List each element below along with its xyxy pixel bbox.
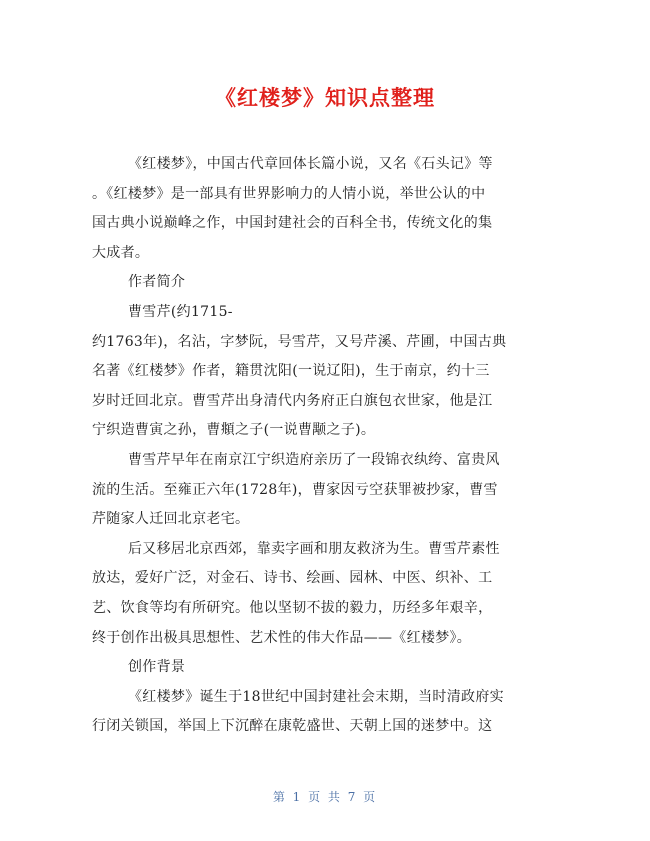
page-number-footer: 第 1 页 共 7 页 <box>272 790 378 804</box>
text-line: 约1763年)，名沾，字梦阮，号雪芹，又号芹溪、芹圃，中国古典 <box>92 333 507 350</box>
text-line: 芹随家人迁回北京老宅。 <box>92 511 250 528</box>
document-body <box>92 150 558 742</box>
text-line: 流的生活。至雍正六年(1728年)，曹家因亏空获罪被抄家，曹雪 <box>92 481 498 498</box>
text-line: 放达，爱好广泛，对金石、诗书、绘画、园林、中医、织补、工 <box>92 570 493 587</box>
section-heading: 创作背景 <box>128 659 186 676</box>
text-line: 终于创作出极具思想性、艺术性的伟大作品——《红楼梦》。 <box>92 629 472 646</box>
text-line: 大成者。 <box>92 244 150 261</box>
text-line: 行闭关锁国，举国上下沉醉在康乾盛世、天朝上国的迷梦中。这 <box>92 718 493 735</box>
text-line: 后又移居北京西郊，靠卖字画和朋友救济为生。曹雪芹素性 <box>128 540 500 557</box>
text-line: 曹雪芹早年在南京江宁织造府亲历了一段锦衣纨绔、富贵风 <box>128 451 500 468</box>
text-line: 。《红楼梦》是一部具有世界影响力的人情小说，举世公认的中 <box>92 185 486 202</box>
text-line: 宁织造曹寅之孙，曹頫之子(一说曹颙之子)。 <box>92 422 376 439</box>
document-title: 《红楼梦》知识点整理 <box>215 86 435 110</box>
text-line: 《红楼梦》诞生于18世纪中国封建社会末期，当时清政府实 <box>128 688 504 705</box>
text-line: 艺、饮食等均有所研究。他以坚韧不拔的毅力，历经多年艰辛， <box>92 599 493 616</box>
text-line: 《红楼梦》，中国古代章回体长篇小说，又名《石头记》等 <box>128 156 493 172</box>
text-line: 名著《红楼梦》作者，籍贯沈阳(一说辽阳)，生于南京，约十三 <box>92 363 490 380</box>
section-heading: 作者简介 <box>128 274 186 291</box>
text-line: 曹雪芹(约1715- <box>128 303 233 320</box>
text-line: 国古典小说巅峰之作，中国封建社会的百科全书，传统文化的集 <box>92 215 493 232</box>
text-line: 岁时迁回北京。曹雪芹出身清代内务府正白旗包衣世家，他是江 <box>92 392 493 409</box>
